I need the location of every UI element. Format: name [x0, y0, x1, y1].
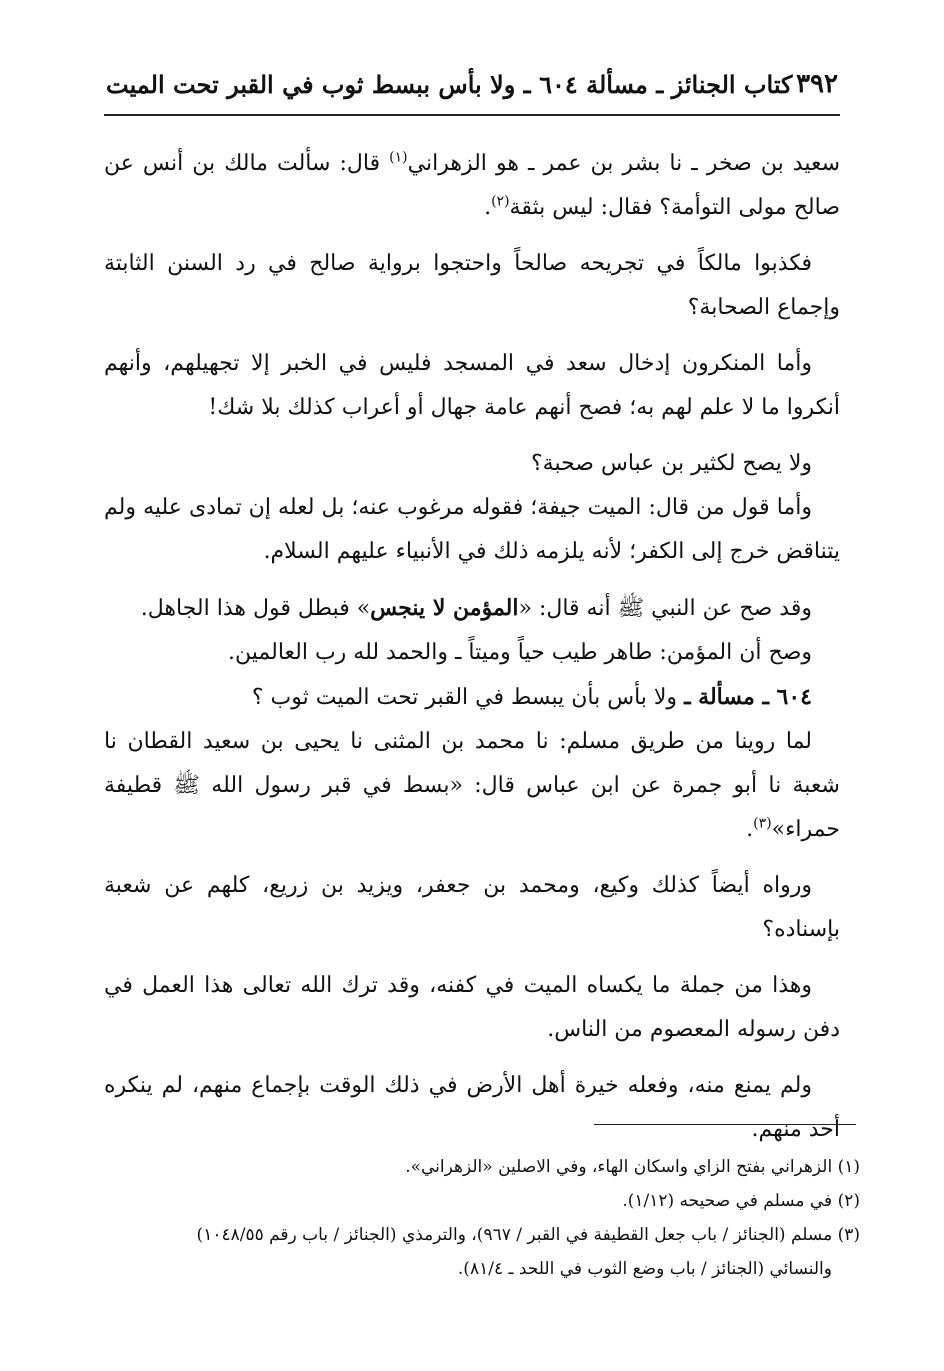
footnote-ref-3[interactable]: (٣): [753, 815, 772, 832]
paragraph-6: وقد صح عن النبي ﷺ أنه قال: «المؤمن لا ينجس» فبطل قول هذا الجاهل.: [140, 595, 812, 621]
paragraph-4: ولا يصح لكثير بن عباس صحبة؟: [531, 451, 812, 476]
paragraph-9: لما روينا من طريق مسلم: نا محمد بن المثنى نا يحيى بن سعيد القطان نا شعبة نا أبو جمرة عن ابن عباس قال: «بسط في قبر رسول الله ﷺ قطيفة حمراء»$^{(٣)}$.: [104, 729, 840, 842]
paragraph-10: ورواه أيضاً كذلك وكيع، ومحمد بن جعفر، ويزيد بن زريع، كلهم عن شعبة بإسناده؟: [104, 873, 840, 942]
running-title: كتاب الجنائز ـ مسألة ٦٠٤ ـ ولا بأس ببسط ثوب في القبر تحت الميت: [106, 69, 793, 99]
footnotes: [104, 1150, 860, 1286]
paragraph-12: ولم يمنع منه، وفعله خيرة أهل الأرض في ذلك الوقت بإجماع منهم، لم ينكره أحد منهم.: [104, 1073, 840, 1142]
page-header: [106, 60, 838, 108]
paragraph-11: وهذا من جملة ما يكساه الميت في كفنه، وقد ترك الله تعالى هذا العمل في دفن رسوله المعصوم من الناس.: [104, 973, 840, 1042]
footnote-ref-1[interactable]: (١): [389, 149, 408, 166]
issue-number: ٦٠٤ ـ مسألة ـ: [684, 684, 812, 710]
hadith-quote: المؤمن لا ينجس: [370, 595, 519, 621]
footnote-3: (٣) مسلم (الجنائز / باب جعل القطيفة في القبر / ٩٦٧)، والترمذي (الجنائز / باب رقم ١٠٤٨/٥٥): [196, 1225, 860, 1245]
paragraph-2: فكذبوا مالكاً في تجريحه صالحاً واحتجوا برواية صالح في رد السنن الثابتة وإجماع الصحابة؟: [104, 251, 840, 320]
footnote-ref-2[interactable]: (٢): [491, 193, 510, 210]
main-text: [104, 142, 840, 1152]
header-rule: [104, 114, 840, 116]
paragraph-7: وصح أن المؤمن: طاهر طيب حياً وميتاً ـ والحمد لله رب العالمين.: [228, 640, 812, 665]
footnote-3-continued: والنسائي (الجنائز / باب وضع الثوب في اللحد ـ ٨١/٤).: [457, 1259, 832, 1279]
paragraph-3: وأما المنكرون إدخال سعد في المسجد فليس في الخبر إلا تجهيلهم، وأنهم أنكروا ما لا علم لهم به؛ فصح أنهم عامة جهال أو أعراب كذلك بلا شك!: [104, 351, 840, 420]
issue-heading: ٦٠٤ ـ مسألة ـ ولا بأس بأن يبسط في القبر تحت الميت ثوب ؟: [251, 684, 812, 710]
footnote-1: (١) الزهراني بفتح الزاي واسكان الهاء، وفي الاصلين «الزهراني».: [405, 1157, 860, 1177]
page-number: ٣٩٢: [796, 69, 838, 99]
paragraph-1: سعيد بن صخر ـ نا بشر بن عمر ـ هو الزهراني$^{(١)}$ قال: سألت مالك بن أنس عن صالح مولى التوأمة؟ فقال: ليس بثقة$^{(٢)}$.: [104, 149, 840, 220]
paragraph-5: وأما قول من قال: الميت جيفة؛ فقوله مرغوب عنه؛ بل لعله إن تمادى عليه ولم يتناقض خرج إلى الكفر؛ لأنه يلزمه ذلك في الأنبياء عليهم السلام.: [104, 495, 840, 564]
footnote-rule: [594, 1124, 856, 1125]
footnote-2: (٢) في مسلم في صحيحه (١/١٢).: [622, 1191, 860, 1211]
